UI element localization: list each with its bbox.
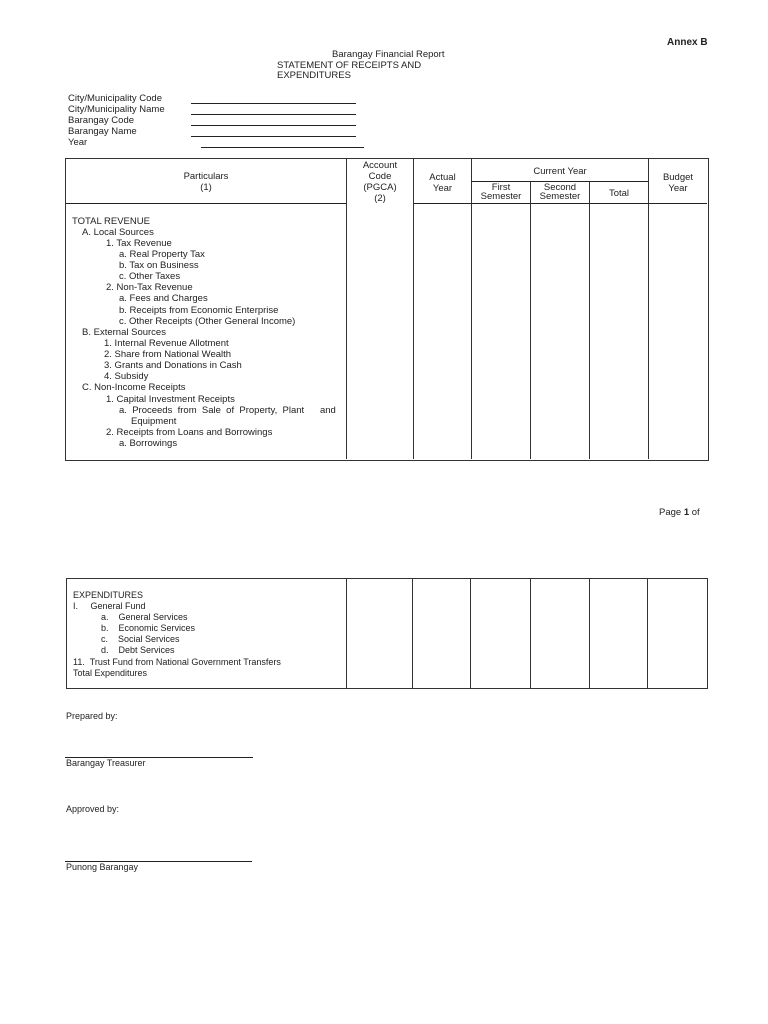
barangay-code-line[interactable] (191, 125, 356, 126)
statement-title-line1: STATEMENT OF RECEIPTS AND (277, 60, 422, 71)
header-particulars-num: (1) (200, 182, 212, 193)
header-account-3: (PGCA) (363, 182, 397, 193)
col-divider-particulars (346, 237, 347, 459)
row-borrowings: a. Borrowings (119, 438, 178, 449)
exp-col-divider-1 (346, 578, 347, 688)
annex-label: Annex B (667, 37, 708, 48)
exp-row-economic-services: b. Economic Services (101, 623, 196, 633)
row-economic-enterprise: b. Receipts from Economic Enterprise (119, 305, 279, 316)
field-barangay-code-label: Barangay Code (68, 115, 135, 126)
city-code-line[interactable] (191, 103, 356, 104)
header-particulars: Particulars (183, 171, 229, 182)
field-city-name-label: City/Municipality Name (68, 104, 165, 115)
page-indicator (659, 507, 700, 518)
page-of: of (691, 507, 700, 518)
field-city-code-label: City/Municipality Code (68, 93, 162, 104)
header-first-1: First (491, 182, 511, 193)
header-account-2: Code (368, 171, 392, 182)
treasurer-title: Barangay Treasurer (66, 758, 146, 768)
row-capital-investment: 1. Capital Investment Receipts (106, 394, 235, 405)
header-second-1: Second (543, 182, 577, 193)
row-grants-donations: 3. Grants and Donations in Cash (104, 360, 242, 371)
header-actual-2: Year (432, 183, 453, 194)
row-total-revenue: TOTAL REVENUE (72, 216, 150, 227)
row-equipment: Equipment (131, 416, 177, 427)
exp-row-general-services: a. General Services (101, 612, 188, 622)
col-divider-first (530, 181, 531, 459)
city-name-line[interactable] (191, 114, 356, 115)
exp-col-divider-5 (589, 578, 590, 688)
prepared-by-label: Prepared by: (66, 711, 118, 721)
field-year-label: Year (68, 137, 88, 148)
row-national-wealth: 2. Share from National Wealth (104, 349, 232, 360)
page-label: Page (659, 507, 682, 518)
col-divider-second (589, 181, 590, 459)
row-non-income-receipts: C. Non-Income Receipts (82, 382, 186, 393)
row-tax-revenue: 1. Tax Revenue (106, 238, 172, 249)
exp-row-general-fund: I. General Fund (73, 601, 146, 611)
col-divider-account (413, 158, 414, 459)
report-title: Barangay Financial Report (332, 49, 445, 60)
header-second-2: Semester (539, 191, 581, 202)
exp-row-expenditures: EXPENDITURES (73, 590, 144, 600)
barangay-name-line[interactable] (191, 136, 356, 137)
header-actual-1: Actual (429, 172, 456, 183)
year-line[interactable] (201, 147, 364, 148)
row-other-taxes: c. Other Taxes (119, 271, 181, 282)
row-non-tax-revenue: 2. Non-Tax Revenue (106, 282, 193, 293)
exp-row-debt-services: d. Debt Services (101, 645, 175, 655)
row-tax-on-business: b. Tax on Business (119, 260, 199, 271)
header-total: Total (608, 188, 630, 199)
exp-col-divider-2 (412, 578, 413, 688)
header-budget-2: Year (668, 183, 688, 194)
row-external-sources: B. External Sources (82, 327, 166, 338)
header-budget-1: Budget (662, 172, 694, 183)
row-fees-and-charges: a. Fees and Charges (119, 293, 208, 304)
exp-row-total-expenditures: Total Expenditures (73, 668, 148, 678)
row-subsidy: 4. Subsidy (104, 371, 149, 382)
row-real-property-tax: a. Real Property Tax (119, 249, 205, 260)
field-barangay-name-label: Barangay Name (68, 126, 137, 137)
row-loans-borrowings: 2. Receipts from Loans and Borrowings (106, 427, 273, 438)
approved-by-label: Approved by: (66, 804, 120, 814)
statement-title-line2: EXPENDITURES (277, 70, 351, 81)
header-current-year: Current Year (533, 166, 587, 177)
exp-row-trust-fund: 11. Trust Fund from National Government Transfers (73, 657, 281, 667)
row-ira: 1. Internal Revenue Allotment (104, 338, 229, 349)
exp-col-divider-4 (530, 578, 531, 688)
col-divider-actual (471, 158, 472, 459)
row-local-sources: A. Local Sources (82, 227, 154, 238)
header-first-2: Semester (480, 191, 522, 202)
exp-row-social-services: c. Social Services (101, 634, 180, 644)
col-divider-total (648, 158, 649, 459)
header-account-1: Account (362, 160, 398, 171)
page-number: 1 (683, 507, 690, 518)
row-proceeds-sale: a. Proceeds from Sale of Property, Plant and (119, 405, 336, 416)
header-divider-right (413, 203, 707, 204)
punong-title: Punong Barangay (66, 862, 139, 872)
header-divider-left (66, 203, 347, 204)
exp-col-divider-6 (647, 578, 648, 688)
row-other-receipts: c. Other Receipts (Other General Income) (119, 316, 296, 327)
header-account-num: (2) (374, 193, 386, 204)
exp-col-divider-3 (470, 578, 471, 688)
